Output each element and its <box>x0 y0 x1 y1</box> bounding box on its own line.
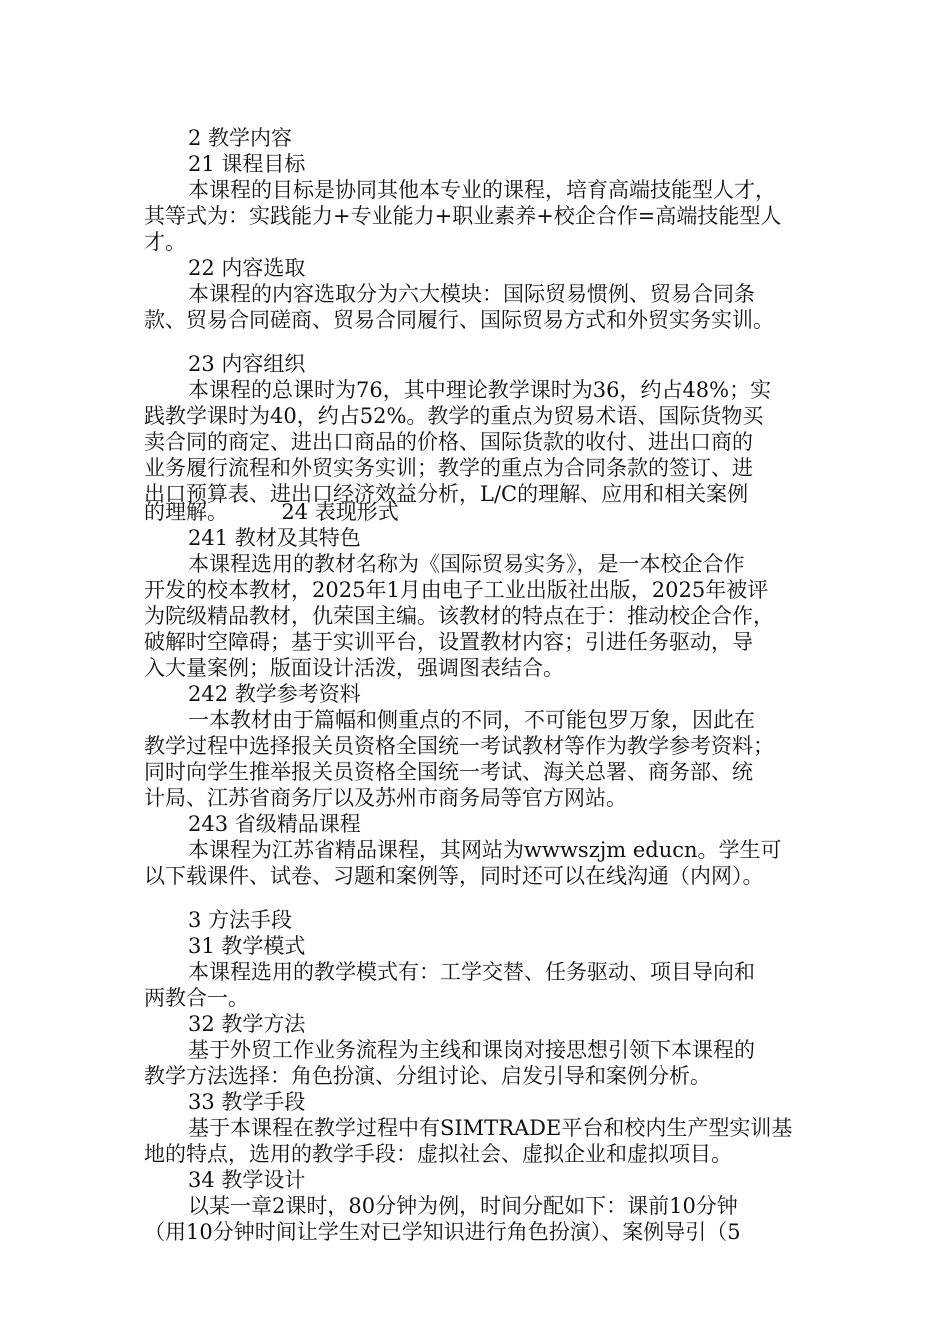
subsection-heading: 23 内容组织 <box>188 352 306 376</box>
paragraph-line: 款、贸易合同磋商、贸易合同履行、国际贸易方式和外贸实务实训。 <box>144 308 774 332</box>
paragraph-line: 的理解。 24 表现形式 <box>144 500 399 524</box>
subsection-heading: 241 教材及其特色 <box>188 526 361 550</box>
paragraph-line: 才。 <box>144 230 186 254</box>
paragraph-line: 教学过程中选择报关员资格全国统一考试教材等作为教学参考资料； <box>144 734 774 758</box>
paragraph-line: 基于外贸工作业务流程为主线和课岗对接思想引领下本课程的 <box>188 1038 755 1062</box>
paragraph-line: 业务履行流程和外贸实务实训；教学的重点为合同条款的签订、进 <box>144 456 753 480</box>
section-heading: 2 教学内容 <box>188 126 293 150</box>
paragraph-line: 一本教材由于篇幅和侧重点的不同，不可能包罗万象，因此在 <box>188 708 755 732</box>
subsection-heading: 31 教学模式 <box>188 934 306 958</box>
subsection-heading: 242 教学参考资料 <box>188 682 361 706</box>
paragraph-line: 地的特点，选用的教学手段：虚拟社会、虚拟企业和虚拟项目。 <box>144 1142 732 1166</box>
paragraph-line: 以某一章2课时，80分钟为例，时间分配如下：课前10分钟 <box>188 1194 738 1218</box>
subsection-heading: 33 教学手段 <box>188 1090 306 1114</box>
paragraph-line: 本课程的总课时为76，其中理论教学课时为36，约占48%；实 <box>188 378 772 402</box>
subsection-heading: 21 课程目标 <box>188 152 306 176</box>
paragraph-line: 卖合同的商定、进出口商品的价格、国际货款的收付、进出口商的 <box>144 430 753 454</box>
subsection-heading: 32 教学方法 <box>188 1012 306 1036</box>
paragraph-line: 两教合一。 <box>144 986 249 1010</box>
paragraph-line: 开发的校本教材，2025年1月由电子工业出版社出版，2025年被评 <box>144 578 769 602</box>
paragraph-line: 教学方法选择：角色扮演、分组讨论、启发引导和案例分析。 <box>144 1064 711 1088</box>
paragraph-line: 以下载课件、试卷、习题和案例等，同时还可以在线沟通（内网）。 <box>144 864 764 888</box>
section-heading: 3 方法手段 <box>188 908 293 932</box>
paragraph-line: （用10分钟时间让学生对已学知识进行角色扮演）、案例导引（5 <box>144 1220 741 1244</box>
subsection-heading: 243 省级精品课程 <box>188 812 361 836</box>
paragraph-line: 本课程的目标是协同其他本专业的课程，培育高端技能型人才， <box>188 178 776 202</box>
paragraph-line: 本课程的内容选取分为六大模块：国际贸易惯例、贸易合同条 <box>188 282 755 306</box>
paragraph-line: 践教学课时为40，约占52%。教学的重点为贸易术语、国际货物买 <box>144 404 764 428</box>
paragraph-line: 基于本课程在教学过程中有SIMTRADE平台和校内生产型实训基 <box>188 1116 793 1140</box>
paragraph-line: 计局、江苏省商务厅以及苏州市商务局等官方网站。 <box>144 786 627 810</box>
paragraph-line: 同时向学生推举报关员资格全国统一考试、海关总署、商务部、统 <box>144 760 753 784</box>
paragraph-line: 其等式为：实践能力+专业能力+职业素养+校企合作=高端技能型人 <box>144 204 782 228</box>
paragraph-line: 出口预算表、进出口经济效益分析，L/C的理解、应用和相关案例 <box>144 482 749 506</box>
paragraph-line: 入大量案例；版面设计活泼，强调图表结合。 <box>144 656 564 680</box>
paragraph-line: 本课程选用的教材名称为《国际贸易实务》，是一本校企合作 <box>188 552 745 576</box>
subsection-heading: 34 教学设计 <box>188 1168 306 1192</box>
paragraph-line: 本课程选用的教学模式有：工学交替、任务驱动、项目导向和 <box>188 960 755 984</box>
paragraph-line: 为院级精品教材，仇荣国主编。该教材的特点在于：推动校企合作， <box>144 604 774 628</box>
subsection-heading: 22 内容选取 <box>188 256 306 280</box>
paragraph-line: 破解时空障碍；基于实训平台，设置教材内容；引进任务驱动，导 <box>144 630 753 654</box>
paragraph-line: 本课程为江苏省精品课程，其网站为wwwszjm educn。学生可 <box>188 838 782 862</box>
